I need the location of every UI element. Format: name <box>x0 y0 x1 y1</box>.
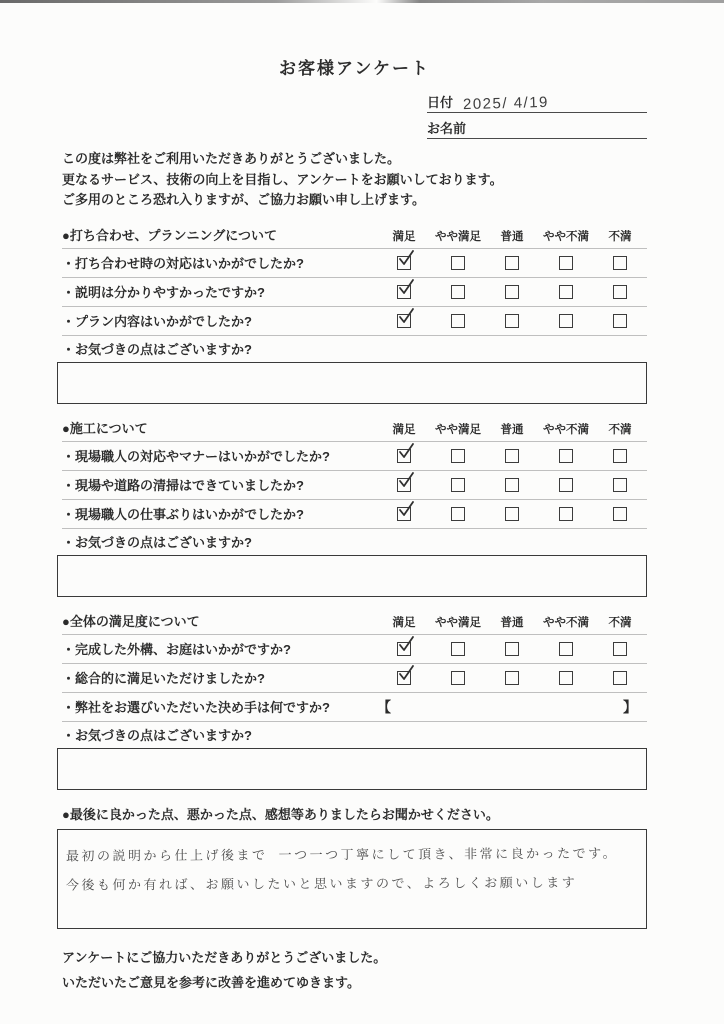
intro-paragraph <box>62 149 647 211</box>
rating-checkbox <box>397 256 411 270</box>
rating-checkbox <box>613 478 627 492</box>
scan-artifact-line <box>0 0 724 3</box>
intro-line: ご多用のところ恐れ入りますが、ご協力お願い申し上げます。 <box>62 192 425 207</box>
rating-checkbox <box>559 256 573 270</box>
checkmark-icon <box>396 635 416 655</box>
question-row <box>62 278 647 307</box>
date-handwritten-value: 2025/ 4/19 <box>462 93 550 114</box>
question-table <box>62 634 647 722</box>
rating-checkbox <box>613 507 627 521</box>
rating-checkbox <box>613 256 627 270</box>
question-row <box>62 249 647 278</box>
date-label: 日付 <box>427 95 454 110</box>
question-row <box>62 635 647 664</box>
section-header <box>62 225 647 248</box>
question-row <box>62 664 647 693</box>
checkmark-icon <box>396 664 416 684</box>
section-overall <box>62 611 647 790</box>
checkmark-icon <box>396 500 416 520</box>
question-row <box>62 471 647 500</box>
question-text: ・プラン内容はいかがでしたか? <box>62 314 252 329</box>
rating-checkbox <box>613 671 627 685</box>
rating-header-neutral: 普通 <box>500 230 524 243</box>
notes-label: ・お気づきの点はございますか? <box>62 534 252 550</box>
notes-box <box>57 748 647 790</box>
section-header <box>62 418 647 441</box>
rating-checkbox <box>559 314 573 328</box>
decider-question-row <box>62 693 647 722</box>
rating-checkbox <box>505 478 519 492</box>
question-text: ・説明は分かりやすかったですか? <box>62 285 265 300</box>
section-header <box>62 611 647 634</box>
handwritten-comment-line: 今後も何か有れば、お願いしたいと思いますので、よろしくお願いします <box>65 874 578 892</box>
rating-checkbox <box>505 671 519 685</box>
rating-header-somewhat-satisfied: やや満足 <box>435 616 481 629</box>
rating-checkbox <box>397 671 411 685</box>
rating-header-dissatisfied: 不満 <box>608 616 632 629</box>
closing-line: いただいたご意見を参考に改善を進めてゆきます。 <box>62 974 360 990</box>
notes-label: ・お気づきの点はございますか? <box>62 341 252 357</box>
rating-checkbox <box>505 507 519 521</box>
rating-header-satisfied: 満足 <box>392 423 416 436</box>
section-heading: ●施工について <box>62 420 148 436</box>
rating-checkbox <box>451 642 465 656</box>
decider-value <box>512 697 513 718</box>
question-row <box>62 442 647 471</box>
rating-checkbox <box>451 507 465 521</box>
section-heading: ●全体の満足度について <box>62 613 200 629</box>
rating-checkbox <box>397 478 411 492</box>
rating-cells <box>377 507 647 521</box>
rating-checkbox <box>613 285 627 299</box>
rating-header-somewhat-satisfied: やや満足 <box>435 230 481 243</box>
rating-checkbox <box>397 449 411 463</box>
question-text: ・総合的に満足いただけましたか? <box>62 671 265 686</box>
handwritten-comment-line: 最初の説明から仕上げ後まで 一つ一つ丁寧にして頂き、非常に良かったです。 <box>65 845 619 863</box>
rating-checkbox <box>451 671 465 685</box>
rating-checkbox <box>397 314 411 328</box>
rating-checkbox <box>451 256 465 270</box>
closing-paragraph <box>62 945 647 995</box>
notes-box <box>57 362 647 404</box>
rating-cells <box>377 314 647 328</box>
rating-header-neutral: 普通 <box>500 423 524 436</box>
question-row <box>62 500 647 529</box>
rating-checkbox <box>559 642 573 656</box>
rating-checkbox <box>613 642 627 656</box>
rating-cells <box>377 285 647 299</box>
rating-checkbox <box>505 256 519 270</box>
rating-checkbox <box>451 478 465 492</box>
rating-header-somewhat-dissatisfied: やや不満 <box>543 616 589 629</box>
closing-line: アンケートにご協力いただきありがとうございました。 <box>62 949 387 965</box>
question-table <box>62 248 647 336</box>
open-bracket: 【 <box>377 698 391 715</box>
checkmark-icon <box>396 249 416 269</box>
meta-block <box>427 87 647 139</box>
rating-header-somewhat-dissatisfied: やや不満 <box>543 230 589 243</box>
rating-checkbox <box>451 285 465 299</box>
rating-checkbox <box>397 507 411 521</box>
checkmark-icon <box>396 442 416 462</box>
comments-box <box>57 829 647 929</box>
rating-checkbox <box>451 314 465 328</box>
intro-line: 更なるサービス、技術の向上を目指し、アンケートをお願いしております。 <box>62 171 503 187</box>
section-final-comments <box>62 804 647 929</box>
survey-title: お客様アンケート <box>279 59 430 78</box>
rating-scale-header <box>377 421 647 437</box>
section-construction <box>62 418 647 597</box>
rating-scale-header <box>377 228 647 244</box>
checkmark-icon <box>396 278 416 298</box>
rating-cells <box>377 256 647 270</box>
question-text: ・現場職人の仕事ぶりはいかがでしたか? <box>62 507 304 522</box>
rating-header-neutral: 普通 <box>500 616 524 629</box>
rating-checkbox <box>559 671 573 685</box>
question-text: ・弊社をお選びいただいた決め手は何ですか? <box>62 700 330 715</box>
section-planning <box>62 225 647 404</box>
rating-cells <box>377 642 647 656</box>
rating-cells <box>377 478 647 492</box>
final-section-heading: ●最後に良かった点、悪かった点、感想等ありましたらお聞かせください。 <box>62 806 499 822</box>
answer-brackets <box>377 697 647 717</box>
rating-checkbox <box>613 314 627 328</box>
checkmark-icon <box>396 471 416 491</box>
checkmark-icon <box>396 307 416 327</box>
close-bracket: 】 <box>623 698 637 715</box>
rating-checkbox <box>505 449 519 463</box>
rating-checkbox <box>559 449 573 463</box>
rating-header-dissatisfied: 不満 <box>608 423 632 436</box>
section-heading: ●打ち合わせ、プランニングについて <box>62 227 277 243</box>
question-text: ・現場職人の対応やマナーはいかがでしたか? <box>62 449 330 464</box>
rating-cells <box>377 449 647 463</box>
rating-cells <box>377 671 647 685</box>
rating-checkbox <box>559 285 573 299</box>
rating-scale-header <box>377 614 647 630</box>
question-table <box>62 441 647 529</box>
question-row <box>62 307 647 336</box>
rating-header-dissatisfied: 不満 <box>608 230 632 243</box>
notes-label: ・お気づきの点はございますか? <box>62 727 252 743</box>
name-row <box>427 113 647 139</box>
name-label: お名前 <box>427 121 467 136</box>
rating-checkbox <box>613 449 627 463</box>
notes-box <box>57 555 647 597</box>
rating-checkbox <box>505 314 519 328</box>
rating-header-somewhat-satisfied: やや満足 <box>435 423 481 436</box>
rating-checkbox <box>505 642 519 656</box>
rating-header-satisfied: 満足 <box>392 616 416 629</box>
intro-line: この度は弊社をご利用いただきありがとうございました。 <box>62 151 401 166</box>
rating-checkbox <box>559 507 573 521</box>
rating-header-satisfied: 満足 <box>392 230 416 243</box>
rating-checkbox <box>451 449 465 463</box>
rating-checkbox <box>397 642 411 656</box>
question-text: ・打ち合わせ時の対応はいかがでしたか? <box>62 256 304 271</box>
rating-header-somewhat-dissatisfied: やや不満 <box>543 423 589 436</box>
question-text: ・現場や道路の清掃はできていましたか? <box>62 478 304 493</box>
rating-checkbox <box>559 478 573 492</box>
date-row <box>427 87 647 113</box>
rating-checkbox <box>397 285 411 299</box>
rating-checkbox <box>505 285 519 299</box>
question-text: ・完成した外構、お庭はいかがですか? <box>62 642 291 657</box>
